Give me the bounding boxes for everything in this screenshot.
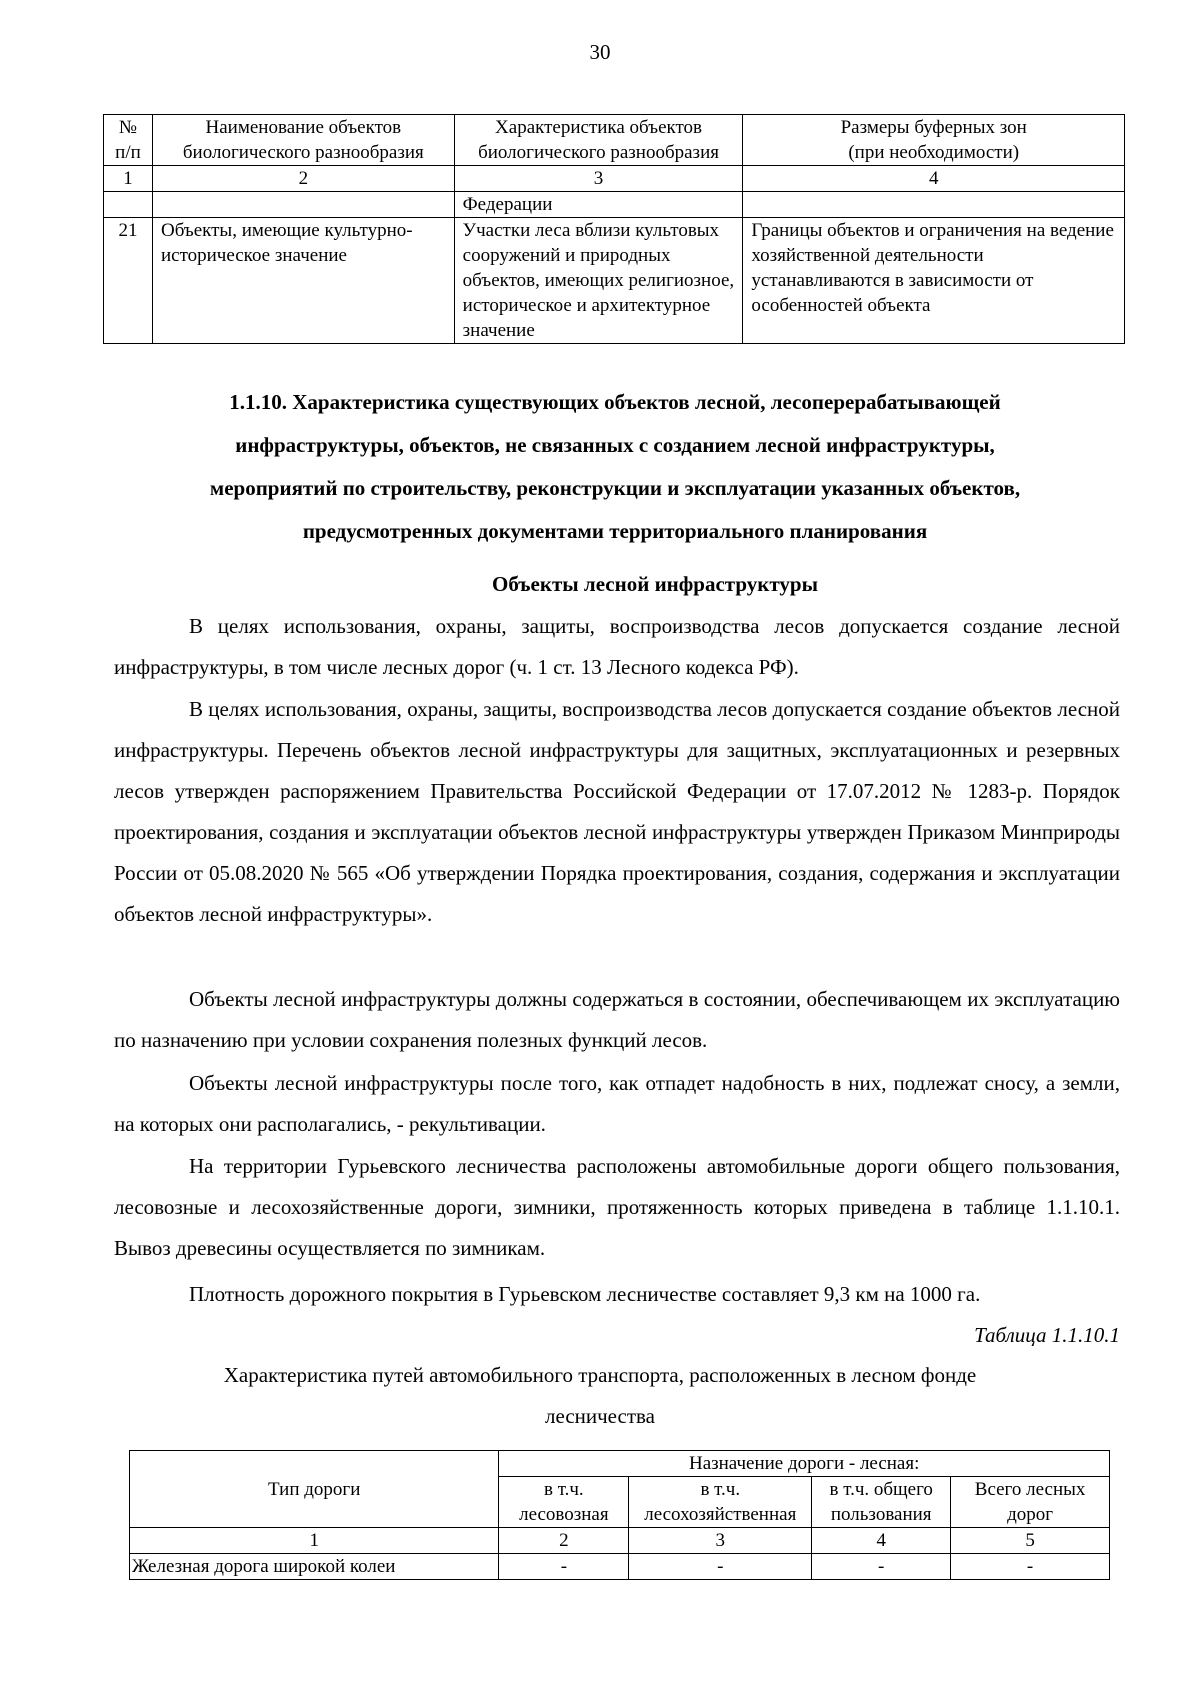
header-road-purpose: Назначение дороги - лесная: [499,1451,1110,1477]
header-name: Наименование объектов биологического разнообразия [152,115,454,166]
section-heading-line: 1.1.10. Характеристика существующих объектов лесной, лесоперерабатывающей [229,390,1001,414]
paragraph: В целях использования, охраны, защиты, воспроизводства лесов допускается создание объектов лесной инфраструктуры. Перечень объектов лесной инфраструктуры для защитных, эксплуатационных и резервных лесов утвержден распоряжением Правительства Российской Федерации от 17.07.2012 № 1283-р. Порядок проектирования, создания и эксплуатации объектов лесной инфраструктуры утвержден Приказом Минприроды России от 05.08.2020 № 565 «Об утверждении Порядка проектирования, создания, содержания и эксплуатации объектов лесной инфраструктуры». [114,697,1120,926]
col-number: 5 [951,1528,1110,1554]
col-number: 4 [743,166,1125,192]
table-title-line: лесничества [545,1404,655,1428]
table-cell: - [812,1554,951,1580]
table-cell-num: 21 [104,218,153,344]
paragraph: Объекты лесной инфраструктуры должны содержаться в состоянии, обеспечивающем их эксплуатацию по назначению при условии сохранения полезных функций лесов. [114,987,1120,1052]
roads-table [129,1450,1110,1580]
table-cell [743,192,1125,218]
col-number: 2 [152,166,454,192]
paragraph: В целях использования, охраны, защиты, воспроизводства лесов допускается создание лесной инфраструктуры, в том числе лесных дорог (ч. 1 ст. 13 Лесного кодекса РФ). [114,614,1120,679]
table-cell: - [951,1554,1110,1580]
table-header-row [130,1451,1110,1477]
paragraph: На территории Гурьевского лесничества расположены автомобильные дороги общего пользования, лесовозные и лесохозяйственные дороги, зимники, протяженность которых приведена в таблице 1.1.10.1. Вывоз древесины осуществляется по зимникам. [114,1154,1120,1260]
page-number: 30 [589,40,611,64]
header-buffer: Размеры буферных зон (при необходимости) [743,115,1125,166]
col-number: 1 [130,1528,499,1554]
table-cell-road-type: Железная дорога широкой колеи [130,1554,499,1580]
header-forestry: в т.ч. лесохозяйственная [629,1477,812,1528]
table-cell [152,192,454,218]
paragraph: Плотность дорожного покрытия в Гурьевском лесничестве составляет 9,3 км на 1000 га. [189,1282,981,1306]
col-number: 1 [104,166,153,192]
table-cell-characteristic: Участки леса вблизи культовых сооружений и природных объектов, имеющих религиозное, историческое и архитектурное значение [454,218,743,344]
header-logging: в т.ч. лесовозная [499,1477,629,1528]
section-heading-line: инфраструктуры, объектов, не связанных с созданием лесной инфраструктуры, [235,433,995,457]
table-cell: - [499,1554,629,1580]
header-road-type: Тип дороги [130,1451,499,1528]
table-label: Таблица 1.1.10.1 [974,1323,1120,1347]
col-number: 4 [812,1528,951,1554]
header-characteristic: Характеристика объектов биологического разнообразия [454,115,743,166]
paragraph: Объекты лесной инфраструктуры после того, как отпадет надобность в них, подлежат сносу, а земли, на которых они располагались, - рекультивации. [114,1071,1120,1136]
biodiversity-table [103,114,1125,344]
table-title-line: Характеристика путей автомобильного транспорта, расположенных в лесном фонде [223,1363,977,1387]
table-header-row [104,115,1125,166]
section-heading-line: мероприятий по строительству, реконструкции и эксплуатации указанных объектов, [209,476,1021,500]
table-column-numbers-row [130,1528,1110,1554]
header-total: Всего лесных дорог [951,1477,1110,1528]
subheading: Объекты лесной инфраструктуры [492,572,818,596]
header-public: в т.ч. общего пользования [812,1477,951,1528]
table-cell: - [629,1554,812,1580]
table-cell-name: Объекты, имеющие культурно-историческое значение [152,218,454,344]
col-number: 3 [629,1528,812,1554]
table-column-numbers-row [104,166,1125,192]
col-number: 2 [499,1528,629,1554]
table-row [104,192,1125,218]
section-heading-line: предусмотренных документами территориального планирования [302,519,928,543]
table-cell-buffer: Границы объектов и ограничения на ведение хозяйственной деятельности устанавливаются в зависимости от особенностей объекта [743,218,1125,344]
col-number: 3 [454,166,743,192]
table-row [130,1554,1110,1580]
table-row [104,218,1125,344]
table-cell [104,192,153,218]
table-cell: Федерации [454,192,743,218]
header-num: № п/п [104,115,153,166]
